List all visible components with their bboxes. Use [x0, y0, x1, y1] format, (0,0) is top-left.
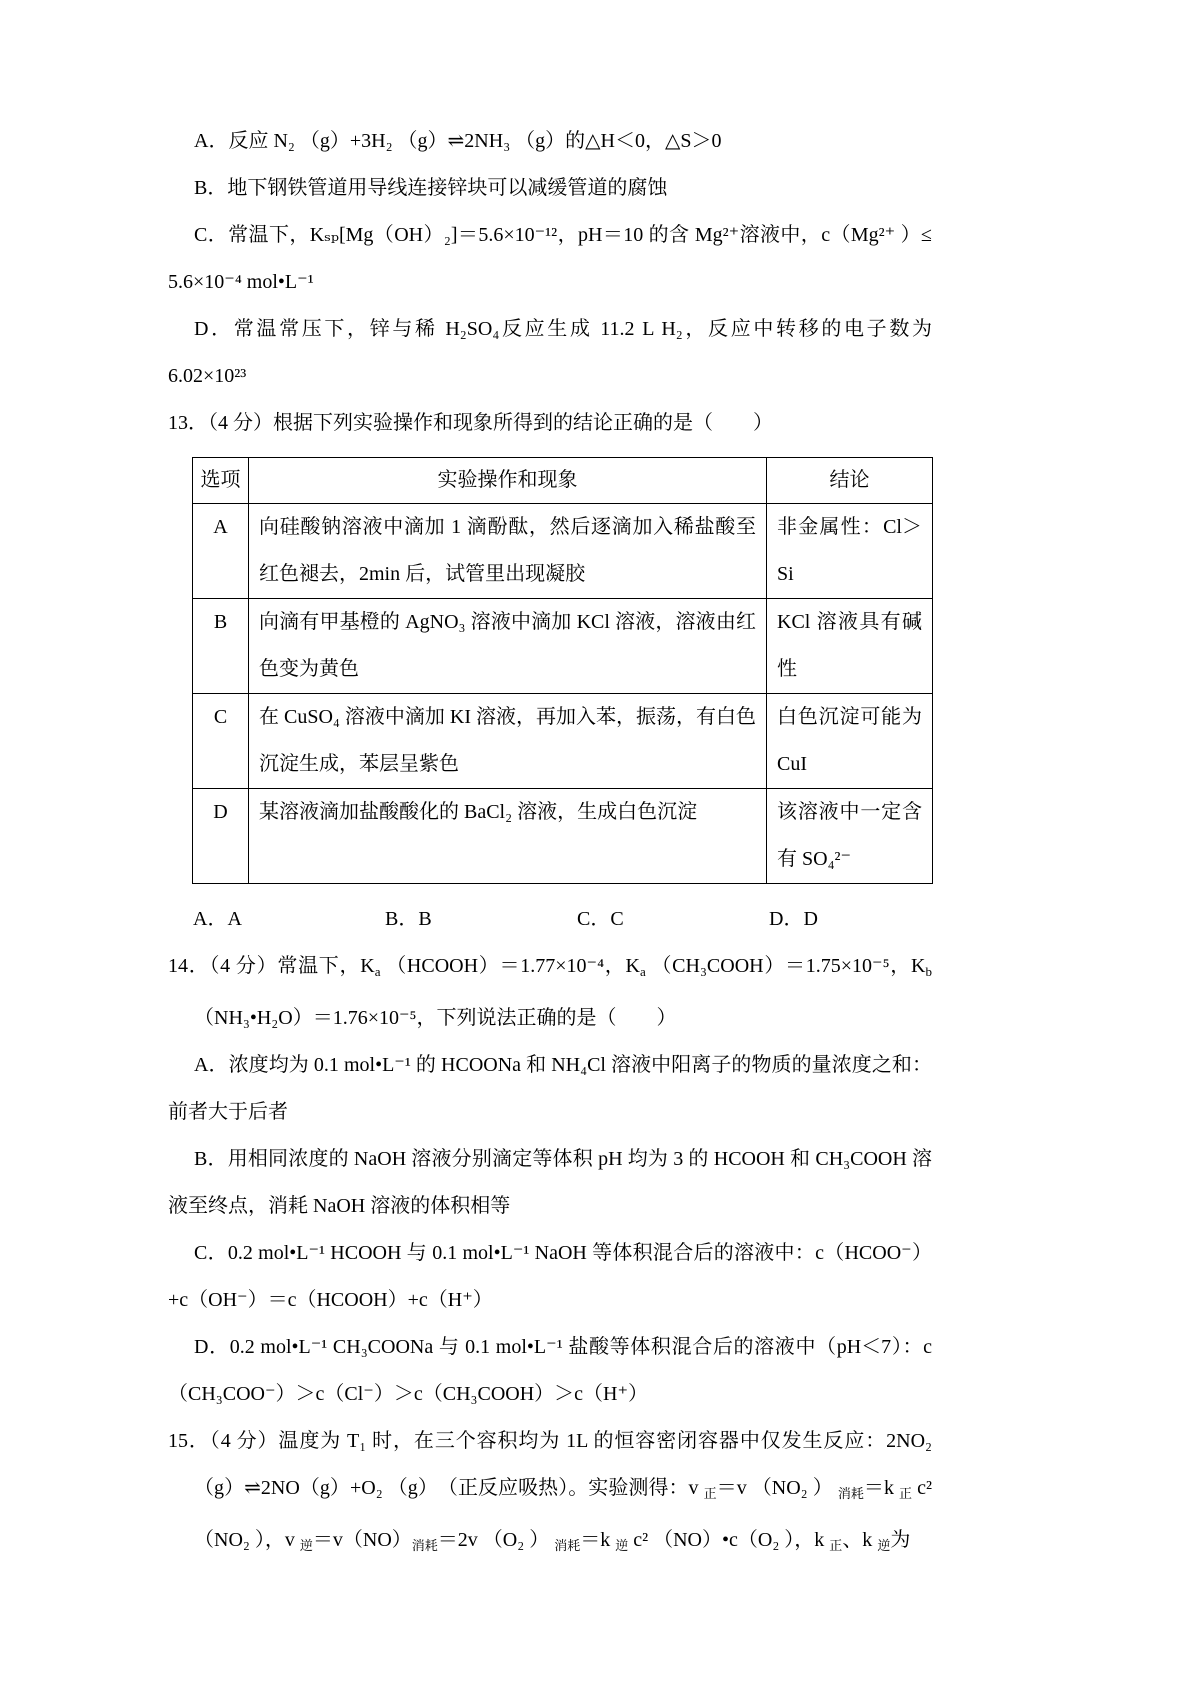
subscript-forward: 正 — [703, 1486, 717, 1501]
table-header-operation: 实验操作和现象 — [249, 458, 767, 504]
subscript-a: a — [639, 964, 646, 979]
text-segment: （HCOOH）＝1.77×10⁻⁴，K — [380, 955, 640, 977]
text-segment: 15．（4 分）温度为 T₁ 时，在三个容积均为 1L 的恒容密闭容器中仅发生反应：2NO₂（g）⇌2NO（g）+O₂ （g） （正反应吸热）。实验测得：v — [168, 1430, 932, 1499]
q13-answer-b: B．B — [385, 908, 432, 930]
row-conclusion-text: 非金属性：Cl＞Si — [767, 504, 933, 599]
q12-option-d: D．常温常压下，锌与稀 H₂SO₄反应生成 11.2 L H₂，反应中转移的电子数为 6.02×10²³ — [168, 318, 932, 387]
row-option-label: D — [193, 789, 249, 884]
q14-option-c: C．0.2 mol•L⁻¹ HCOOH 与 0.1 mol•L⁻¹ NaOH 等体积混合后的溶液中：c（HCOO⁻）+c（OH⁻）＝c（HCOOH）+c（H⁺） — [168, 1242, 932, 1311]
row-conclusion-text: 该溶液中一定含有 SO₄²⁻ — [767, 789, 933, 884]
table-header-conclusion: 结论 — [767, 458, 933, 504]
q13-answer-choices — [168, 896, 932, 943]
table-row — [193, 694, 933, 789]
subscript-consume: 消耗 — [554, 1538, 581, 1553]
subscript-a: a — [374, 964, 381, 979]
text-segment: c²（NO₂ ），v — [194, 1477, 933, 1551]
q14-stem — [168, 943, 932, 1042]
subscript-consume: 消耗 — [837, 1486, 864, 1501]
q14-option-b: B．用相同浓度的 NaOH 溶液分别滴定等体积 pH 均为 3 的 HCOOH 和 CH₃COOH 溶液至终点，消耗 NaOH 溶液的体积相等 — [168, 1148, 932, 1217]
row-conclusion-text: 白色沉淀可能为 CuI — [767, 694, 933, 789]
row-operation-text: 向滴有甲基橙的 AgNO₃ 溶液中滴加 KCl 溶液，溶液由红色变为黄色 — [249, 599, 767, 694]
row-option-label: B — [193, 599, 249, 694]
table-header-option: 选项 — [193, 458, 249, 504]
text-segment: ＝2v （O₂ ） — [437, 1529, 555, 1551]
text-segment: （CH₃COOH）＝1.75×10⁻⁵，K — [645, 955, 926, 977]
text-segment: ＝k — [580, 1529, 616, 1551]
q12-option-b: B．地下钢铁管道用导线连接锌块可以减缓管道的腐蚀 — [194, 177, 668, 199]
q12-option-c: C．常温下，Kₛₚ[Mg（OH）₂]＝5.6×10⁻¹²，pH＝10 的含 Mg²⁺溶液中，c（Mg²⁺ ）≤ 5.6×10⁻⁴ mol•L⁻¹ — [168, 224, 932, 293]
subscript-forward: 正 — [899, 1486, 913, 1501]
text-segment: 14．（4 分）常温下，K — [168, 955, 375, 977]
subscript-b: b — [925, 964, 932, 979]
text-segment: （NH₃•H₂O）＝1.76×10⁻⁵，下列说法正确的是（ ） — [194, 1007, 677, 1029]
row-operation-text: 在 CuSO₄ 溶液中滴加 KI 溶液，再加入苯，振荡，有白色沉淀生成，苯层呈紫色 — [249, 694, 767, 789]
text-segment: 为 — [890, 1529, 911, 1551]
table-row — [193, 504, 933, 599]
q15-stem — [168, 1418, 932, 1569]
q13-answer-c: C．C — [577, 908, 624, 930]
row-option-label: C — [193, 694, 249, 789]
row-option-label: A — [193, 504, 249, 599]
table-row — [193, 599, 933, 694]
q14-option-a: A．浓度均为 0.1 mol•L⁻¹ 的 HCOONa 和 NH₄Cl 溶液中阳离子的物质的量浓度之和：前者大于后者 — [168, 1054, 932, 1123]
subscript-reverse: 逆 — [615, 1538, 629, 1553]
text-segment: ＝k — [863, 1477, 900, 1499]
q12-option-a: A．反应 N₂ （g）+3H₂ （g）⇌2NH₃ （g）的△H＜0，△S＞0 — [194, 130, 722, 152]
subscript-reverse: 逆 — [299, 1538, 313, 1553]
subscript-forward: 正 — [829, 1538, 843, 1553]
q13-answer-d: D．D — [769, 908, 818, 930]
text-segment: ＝v（NO） — [312, 1529, 412, 1551]
q14-option-d: D．0.2 mol•L⁻¹ CH₃COONa 与 0.1 mol•L⁻¹ 盐酸等体积混合后的溶液中（pH＜7）：c（CH₃COO⁻）＞c（Cl⁻）＞c（CH₃COOH）＞c（H⁺） — [168, 1336, 932, 1405]
text-segment: 、k — [842, 1529, 878, 1551]
subscript-reverse: 逆 — [877, 1538, 891, 1553]
text-segment: c² （NO）•c（O₂ ），k — [628, 1529, 830, 1551]
q13-experiment-table — [192, 457, 933, 884]
row-operation-text: 某溶液滴加盐酸酸化的 BaCl₂ 溶液，生成白色沉淀 — [249, 789, 767, 884]
row-conclusion-text: KCl 溶液具有碱性 — [767, 599, 933, 694]
q13-answer-a: A．A — [193, 908, 242, 930]
row-operation-text: 向硅酸钠溶液中滴加 1 滴酚酞，然后逐滴加入稀盐酸至红色褪去，2min 后，试管里出现凝胶 — [249, 504, 767, 599]
subscript-consume: 消耗 — [411, 1538, 438, 1553]
q13-stem: 13．（4 分）根据下列实验操作和现象所得到的结论正确的是（ ） — [168, 412, 773, 434]
table-row — [193, 789, 933, 884]
text-segment: ＝v （NO₂ ） — [716, 1477, 838, 1499]
table-header-row — [193, 458, 933, 504]
